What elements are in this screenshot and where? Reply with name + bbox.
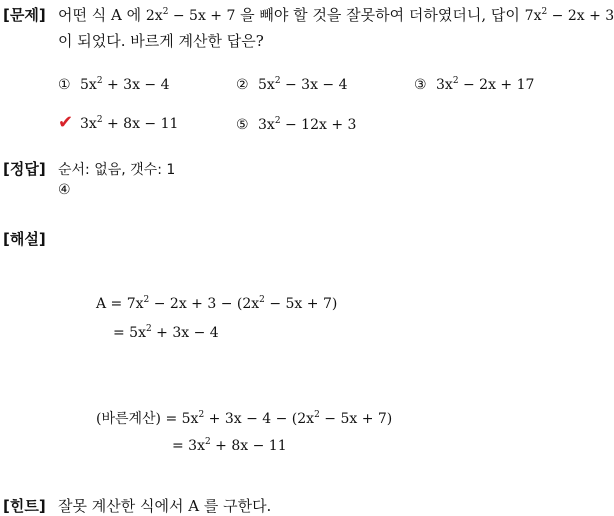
option-2-number: ② (236, 77, 249, 93)
hint-text: 잘못 계산한 식에서 A 를 구한다. (58, 497, 272, 515)
option-1[interactable]: ① $5x^2 + 3x - 4$ (58, 76, 170, 93)
hint-label: [힌트] (3, 497, 46, 515)
answer-label: [정답] (3, 160, 46, 178)
problem-line-1: 어떤 식 A 에 $2x^2 - 5x + 7$ 을 빼야 할 것을 잘못하여 더하였더니, 답이 $7x^2 - 2x + 3$ (58, 6, 614, 24)
option-5[interactable]: ⑤ $3x^2 - 12x + 3$ (236, 116, 357, 133)
solution-line-3: (바른계산) = $5x^2 + 3x - 4 - (2x^2 - 5x + 7)$ (96, 410, 393, 427)
solution-line-4: = $3x^2 + 8x - 11$ (172, 437, 287, 454)
solution-label: [해설] (3, 230, 46, 248)
option-2[interactable]: ② $5x^2 - 3x - 4$ (236, 76, 348, 93)
answer-value: ④ (58, 182, 71, 198)
answer-meta: 순서: 없음, 갯수: 1 (58, 162, 176, 178)
option-3[interactable]: ③ $3x^2 - 2x + 17$ (414, 76, 535, 93)
solution-line-2: = $5x^2 + 3x - 4$ (113, 324, 219, 341)
solution-line-1: $A = 7x^2 - 2x + 3 - (2x^2 - 5x + 7)$ (96, 295, 338, 312)
problem-line-2: 이 되었다. 바르게 계산한 답은? (58, 32, 264, 50)
check-mark-icon: ✔ (58, 112, 74, 133)
option-1-number: ① (58, 77, 71, 93)
option-5-number: ⑤ (236, 117, 249, 133)
option-3-number: ③ (414, 77, 427, 93)
option-4[interactable]: ✔ $3x^2 + 8x - 11$ (58, 112, 179, 133)
problem-label: [문제] (3, 6, 46, 24)
